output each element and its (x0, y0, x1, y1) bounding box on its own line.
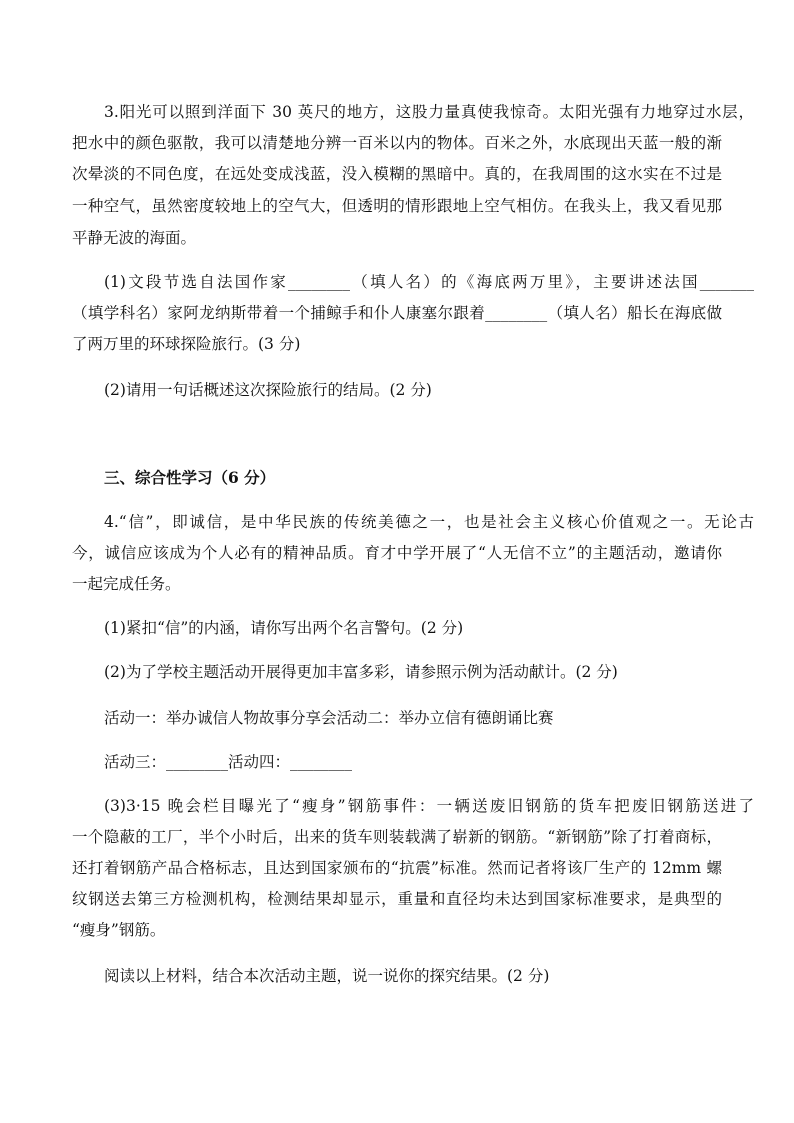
passage-line: 平静无波的海面。 (72, 229, 197, 247)
material-line: 一个隐蔽的工厂，半个小时后，出来的货车则装载满了崭新的钢筋。“新钢筋”除了打着商标， (72, 828, 722, 846)
question-line: 了两万里的环球探险旅行。(3 分) (72, 335, 301, 353)
activities-line: 活动三：________活动四：________ (104, 753, 353, 771)
material-line: (3)3·15 晚会栏目曝光了“瘦身”钢筋事件：一辆送废旧钢筋的货车把废旧钢筋送进了 (104, 797, 754, 815)
section-heading: 三、综合性学习（6 分） (104, 468, 276, 487)
question-line: 阅读以上材料，结合本次活动主题，说一说你的探究结果。(2 分) (104, 967, 550, 985)
question-line: 4.“信”，即诚信，是中华民族的传统美德之一，也是社会主义核心价值观之一。无论古 (104, 513, 754, 531)
question-line: (2)为了学校主题活动开展得更加丰富多彩，请参照示例为活动献计。(2 分) (104, 663, 618, 681)
question-line: （填学科名）家阿龙纳斯带着一个捕鲸手和仆人康塞尔跟着________（填人名）船长在海底做 (72, 304, 722, 322)
material-line: 纹钢送去第三方检测机构，检测结果却显示，重量和直径均未达到国家标准要求，是典型的 (72, 890, 722, 908)
passage-line: 3.阳光可以照到洋面下 30 英尺的地方，这股力量真使我惊奇。太阳光强有力地穿过水层， (104, 103, 754, 121)
question-line: 今，诚信应该成为个人必有的精神品质。育才中学开展了“人无信不立”的主题活动，邀请你 (72, 544, 722, 562)
passage-line: 次晕淡的不同色度，在远处变成浅蓝，没入模糊的黑暗中。真的，在我周围的这水实在不过是 (72, 165, 722, 183)
question-line: (1)文段节选自法国作家________（填人名）的《海底两万里》，主要讲述法国_______ (104, 273, 754, 291)
material-line: 还打着钢筋产品合格标志，且达到国家颁布的“抗震”标准。然而记者将该厂生产的 12mm 螺 (72, 859, 722, 877)
material-line: “瘦身”钢筋。 (72, 921, 166, 939)
question-line: (1)紧扣“信”的内涵，请你写出两个名言警句。(2 分) (104, 619, 464, 637)
passage-line: 把水中的颜色驱散，我可以清楚地分辨一百米以内的物体。百米之外，水底现出天蓝一般的渐 (72, 134, 722, 152)
question-line: 一起完成任务。 (72, 575, 181, 593)
question-line: (2)请用一句话概述这次探险旅行的结局。(2 分) (104, 381, 432, 399)
passage-line: 一种空气，虽然密度较地上的空气大，但透明的情形跟地上空气相仿。在我头上，我又看见那 (72, 197, 722, 215)
activities-line: 活动一：举办诚信人物故事分享会活动二：举办立信有德朗诵比赛 (104, 709, 554, 727)
